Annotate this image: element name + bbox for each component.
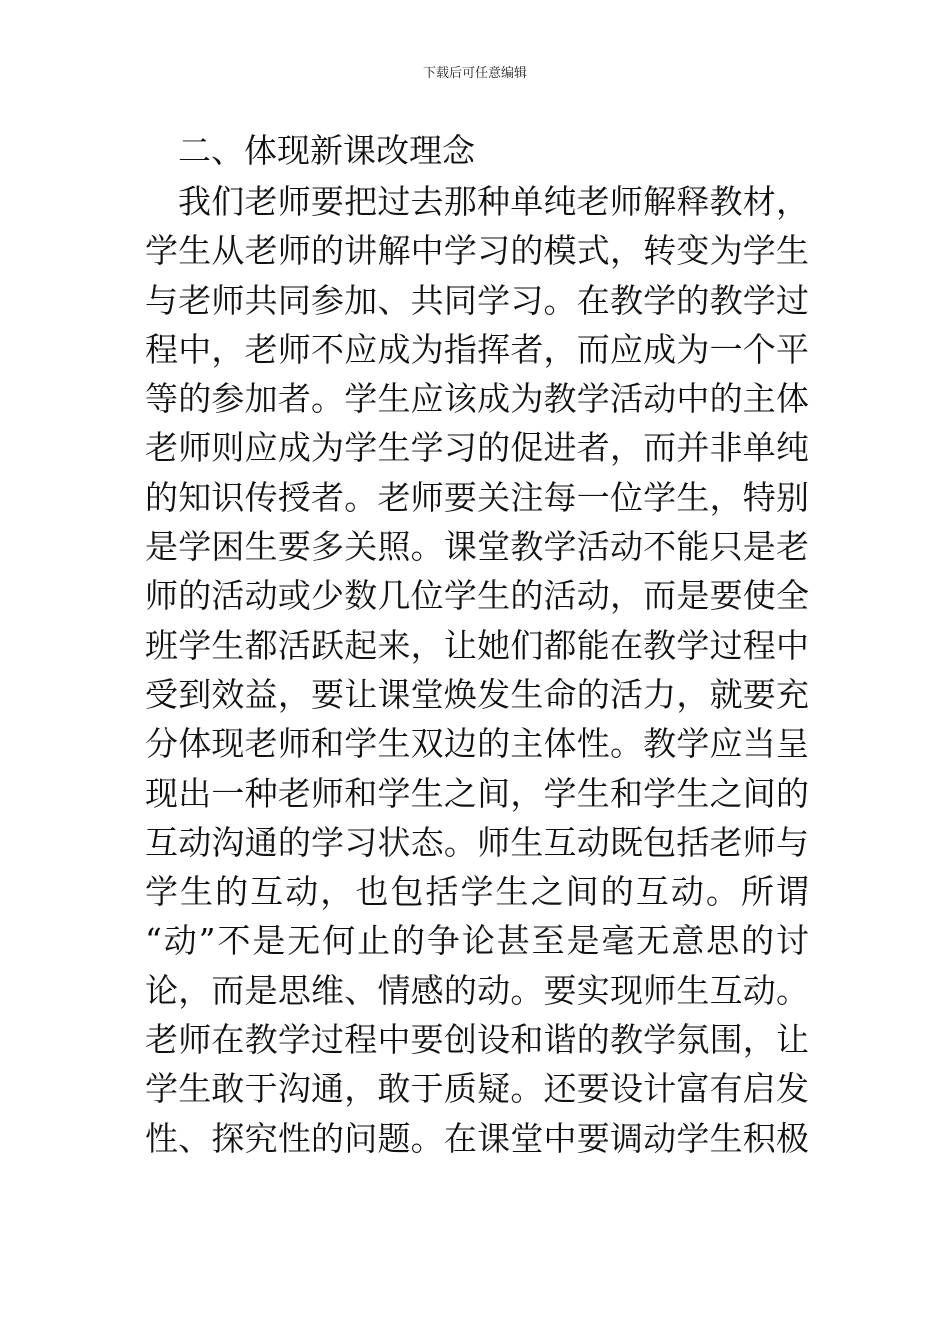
paragraph-line: 老师在教学过程中要创设和谐的教学氛围，让 xyxy=(145,1020,809,1060)
paragraph-line: 论，而是思维、情感的动。要实现师生互动。 xyxy=(145,970,809,1010)
paragraph-line: 等的参加者。学生应该成为教学活动中的主体 xyxy=(145,379,809,419)
section-heading: 二、体现新课改理念 xyxy=(178,131,475,170)
paragraph-line: 学生敢于沟通，敢于质疑。还要设计富有启发 xyxy=(145,1069,809,1109)
paragraph-line: 互动沟通的学习状态。师生互动既包括老师与 xyxy=(145,822,809,862)
paragraph-line: 的知识传授者。老师要关注每一位学生，特别 xyxy=(145,477,809,517)
paragraph-line: 程中，老师不应成为指挥者，而应成为一个平 xyxy=(145,329,809,369)
paragraph-line: 受到效益，要让课堂焕发生命的活力，就要充 xyxy=(145,674,809,714)
paragraph-line: 学生的互动，也包括学生之间的互动。所谓 xyxy=(145,872,809,912)
paragraph-line: 与老师共同参加、共同学习。在教学的教学过 xyxy=(145,280,809,320)
paragraph-line: 老师则应成为学生学习的促进者，而并非单纯 xyxy=(145,428,809,468)
page-header: 下载后可任意编辑 xyxy=(422,66,527,81)
paragraph-line: 我们老师要把过去那种单纯老师解释教材， xyxy=(178,182,809,221)
paragraph-line: 性、探究性的问题。在课堂中要调动学生积极 xyxy=(145,1118,809,1158)
body-paragraph xyxy=(145,177,809,1163)
paragraph-line: 现出一种老师和学生之间，学生和学生之间的 xyxy=(145,773,809,813)
document-body xyxy=(145,126,809,1163)
paragraph-line: 班学生都活跃起来，让她们都能在教学过程中 xyxy=(145,625,809,665)
paragraph-line: 是学困生要多关照。课堂教学活动不能只是老 xyxy=(145,527,809,567)
paragraph-line: “动”不是无何止的争论甚至是毫无意思的讨 xyxy=(145,921,809,961)
paragraph-line: 学生从老师的讲解中学习的模式，转变为学生 xyxy=(145,231,809,271)
paragraph-line: 分体现老师和学生双边的主体性。教学应当呈 xyxy=(145,724,809,764)
paragraph-line: 师的活动或少数几位学生的活动，而是要使全 xyxy=(145,576,809,616)
